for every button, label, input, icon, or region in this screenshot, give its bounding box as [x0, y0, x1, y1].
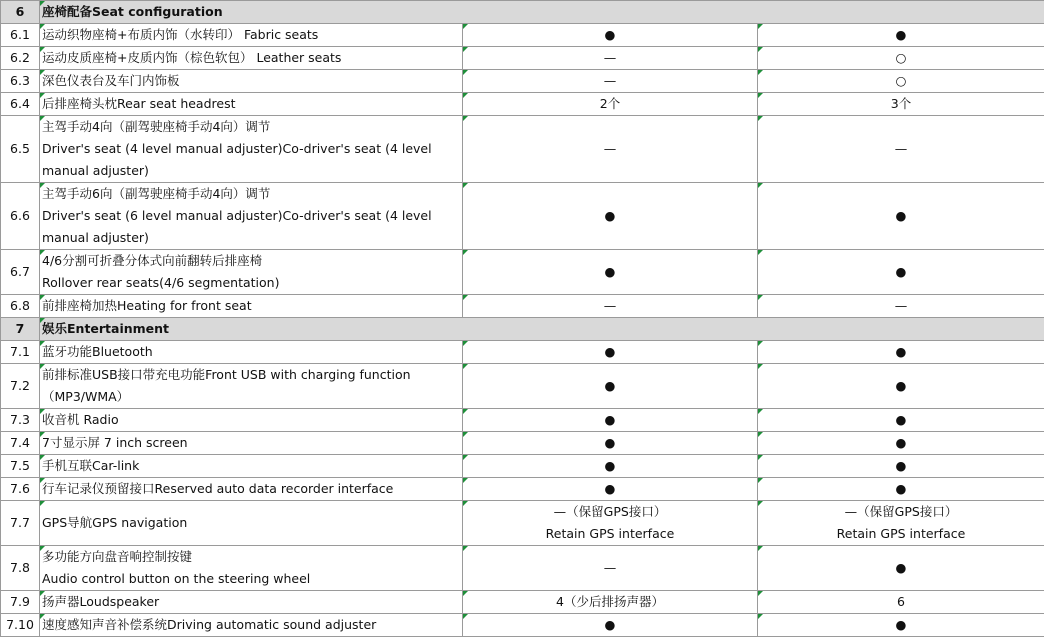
row-number: 7.5 — [1, 455, 40, 478]
trim-2-value — [758, 501, 1044, 546]
trim-2-value-line: ● — [758, 24, 1044, 46]
table-row — [1, 455, 1044, 478]
feature-name — [40, 47, 463, 70]
feature-name — [40, 116, 463, 183]
trim-1-value — [463, 47, 758, 70]
trim-1-value — [463, 501, 758, 546]
trim-2-value-line: ○ — [758, 70, 1044, 92]
feature-name — [40, 455, 463, 478]
feature-name-line: 深色仪表台及车门内饰板 — [42, 70, 462, 92]
trim-1-value-line: ● — [463, 432, 757, 454]
trim-2-value — [758, 455, 1044, 478]
table-row — [1, 116, 1044, 183]
spec-table-body — [1, 1, 1044, 637]
feature-name-line: Driver's seat (6 level manual adjuster)Co-driver's seat (4 level — [42, 205, 462, 227]
table-row — [1, 614, 1044, 637]
trim-1-value — [463, 409, 758, 432]
trim-1-value — [463, 24, 758, 47]
trim-1-value — [463, 295, 758, 318]
trim-2-value — [758, 341, 1044, 364]
row-number: 6.5 — [1, 116, 40, 183]
trim-1-value-line: — — [463, 557, 757, 579]
feature-name-line: 运动织物座椅+布质内饰（水转印） Fabric seats — [42, 24, 462, 46]
trim-1-value-line: ● — [463, 341, 757, 363]
trim-2-value-line: ○ — [758, 47, 1044, 69]
feature-name-line: 行车记录仪预留接口Reserved auto data recorder interface — [42, 478, 462, 500]
trim-1-value-line: ● — [463, 375, 757, 397]
section-title — [40, 1, 1044, 24]
trim-2-value — [758, 364, 1044, 409]
trim-1-value-line: ● — [463, 478, 757, 500]
table-row — [1, 591, 1044, 614]
trim-1-value-line: 4（少后排扬声器） — [463, 591, 757, 613]
trim-1-value — [463, 116, 758, 183]
feature-name — [40, 364, 463, 409]
trim-1-value — [463, 591, 758, 614]
feature-name-line: 4/6分割可折叠分体式向前翻转后排座椅 — [42, 250, 462, 272]
trim-2-value-line: ● — [758, 261, 1044, 283]
section-header-row — [1, 318, 1044, 341]
trim-1-value — [463, 341, 758, 364]
table-row — [1, 478, 1044, 501]
trim-1-value-line: ● — [463, 409, 757, 431]
trim-2-value-line: 3个 — [758, 93, 1044, 115]
trim-2-value-line: — — [758, 138, 1044, 160]
trim-2-value — [758, 183, 1044, 250]
row-number: 7.2 — [1, 364, 40, 409]
trim-2-value — [758, 93, 1044, 116]
trim-1-value-line: —（保留GPS接口） — [463, 501, 757, 523]
row-number: 7.3 — [1, 409, 40, 432]
table-row — [1, 24, 1044, 47]
feature-name — [40, 183, 463, 250]
feature-name-line: 主驾手动6向（副驾驶座椅手动4向）调节 — [42, 183, 462, 205]
trim-2-value-line: ● — [758, 432, 1044, 454]
trim-1-value-line: 2个 — [463, 93, 757, 115]
row-number: 7.4 — [1, 432, 40, 455]
table-row — [1, 546, 1044, 591]
trim-2-value-line: ● — [758, 478, 1044, 500]
table-row — [1, 341, 1044, 364]
table-row — [1, 250, 1044, 295]
feature-name-line: manual adjuster) — [42, 227, 462, 249]
trim-1-value — [463, 432, 758, 455]
row-number: 7.8 — [1, 546, 40, 591]
feature-name-line: 蓝牙功能Bluetooth — [42, 341, 462, 363]
feature-name — [40, 546, 463, 591]
feature-name-line: 扬声器Loudspeaker — [42, 591, 462, 613]
table-row — [1, 409, 1044, 432]
trim-1-value-line: — — [463, 295, 757, 317]
row-number: 6.4 — [1, 93, 40, 116]
trim-1-value-line: — — [463, 47, 757, 69]
feature-name-line: 收音机 Radio — [42, 409, 462, 431]
row-number: 6.7 — [1, 250, 40, 295]
table-row — [1, 364, 1044, 409]
trim-2-value-line: 6 — [758, 591, 1044, 613]
section-title — [40, 318, 1044, 341]
trim-1-value-line: ● — [463, 205, 757, 227]
feature-name — [40, 614, 463, 637]
trim-2-value — [758, 478, 1044, 501]
trim-1-value — [463, 546, 758, 591]
trim-1-value — [463, 183, 758, 250]
trim-2-value — [758, 409, 1044, 432]
section-title-line: 娱乐Entertainment — [42, 318, 1044, 340]
trim-2-value-line: ● — [758, 375, 1044, 397]
trim-2-value-line: ● — [758, 341, 1044, 363]
feature-name — [40, 591, 463, 614]
table-row — [1, 501, 1044, 546]
trim-1-value-line: — — [463, 138, 757, 160]
trim-1-value — [463, 455, 758, 478]
trim-1-value — [463, 478, 758, 501]
row-number: 6.6 — [1, 183, 40, 250]
feature-name — [40, 70, 463, 93]
table-row — [1, 432, 1044, 455]
feature-name-line: 前排标准USB接口带充电功能Front USB with charging function — [42, 364, 462, 386]
trim-2-value — [758, 47, 1044, 70]
feature-name — [40, 93, 463, 116]
trim-1-value — [463, 93, 758, 116]
trim-1-value-line: ● — [463, 455, 757, 477]
feature-name — [40, 409, 463, 432]
trim-2-value — [758, 295, 1044, 318]
section-header-row — [1, 1, 1044, 24]
trim-2-value-line: ● — [758, 557, 1044, 579]
table-row — [1, 183, 1044, 250]
feature-name-line: 速度感知声音补偿系统Driving automatic sound adjuster — [42, 614, 462, 636]
trim-1-value-line: Retain GPS interface — [463, 523, 757, 545]
table-row — [1, 93, 1044, 116]
trim-2-value — [758, 70, 1044, 93]
row-number: 7.6 — [1, 478, 40, 501]
trim-2-value-line: ● — [758, 205, 1044, 227]
feature-name-line: 多功能方向盘音响控制按键 — [42, 546, 462, 568]
feature-name-line: 7寸显示屏 7 inch screen — [42, 432, 462, 454]
feature-name-line: Audio control button on the steering wheel — [42, 568, 462, 590]
trim-1-value — [463, 614, 758, 637]
feature-name — [40, 432, 463, 455]
trim-2-value-line: Retain GPS interface — [758, 523, 1044, 545]
row-number: 7.7 — [1, 501, 40, 546]
trim-2-value-line: — — [758, 295, 1044, 317]
trim-2-value — [758, 614, 1044, 637]
feature-name-line: 主驾手动4向（副驾驶座椅手动4向）调节 — [42, 116, 462, 138]
row-number: 7.10 — [1, 614, 40, 637]
trim-1-value-line: — — [463, 70, 757, 92]
row-number: 7 — [1, 318, 40, 341]
trim-2-value — [758, 116, 1044, 183]
feature-name-line: Rollover rear seats(4/6 segmentation) — [42, 272, 462, 294]
table-row — [1, 70, 1044, 93]
trim-2-value-line: ● — [758, 409, 1044, 431]
feature-name — [40, 341, 463, 364]
trim-2-value — [758, 432, 1044, 455]
trim-2-value-line: —（保留GPS接口） — [758, 501, 1044, 523]
trim-2-value — [758, 591, 1044, 614]
feature-name — [40, 24, 463, 47]
row-number: 6.1 — [1, 24, 40, 47]
feature-name-line: 后排座椅头枕Rear seat headrest — [42, 93, 462, 115]
feature-name-line: 运动皮质座椅+皮质内饰（棕色软包） Leather seats — [42, 47, 462, 69]
trim-2-value — [758, 250, 1044, 295]
feature-name-line: （MP3/WMA） — [42, 386, 462, 408]
feature-name-line: 前排座椅加热Heating for front seat — [42, 295, 462, 317]
trim-1-value — [463, 364, 758, 409]
feature-name-line: manual adjuster) — [42, 160, 462, 182]
trim-2-value — [758, 24, 1044, 47]
row-number: 7.9 — [1, 591, 40, 614]
table-row — [1, 47, 1044, 70]
row-number: 6.3 — [1, 70, 40, 93]
feature-name — [40, 501, 463, 546]
row-number: 7.1 — [1, 341, 40, 364]
trim-1-value — [463, 70, 758, 93]
section-title-line: 座椅配备Seat configuration — [42, 1, 1044, 23]
trim-2-value-line: ● — [758, 614, 1044, 636]
feature-name-line: Driver's seat (4 level manual adjuster)Co-driver's seat (4 level — [42, 138, 462, 160]
row-number: 6.8 — [1, 295, 40, 318]
feature-name-line: 手机互联Car-link — [42, 455, 462, 477]
table-row — [1, 295, 1044, 318]
row-number: 6.2 — [1, 47, 40, 70]
trim-2-value-line: ● — [758, 455, 1044, 477]
feature-name — [40, 250, 463, 295]
feature-name-line: GPS导航GPS navigation — [42, 512, 462, 534]
trim-1-value — [463, 250, 758, 295]
trim-1-value-line: ● — [463, 614, 757, 636]
trim-1-value-line: ● — [463, 261, 757, 283]
trim-2-value — [758, 546, 1044, 591]
feature-name — [40, 295, 463, 318]
row-number: 6 — [1, 1, 40, 24]
trim-1-value-line: ● — [463, 24, 757, 46]
feature-name — [40, 478, 463, 501]
